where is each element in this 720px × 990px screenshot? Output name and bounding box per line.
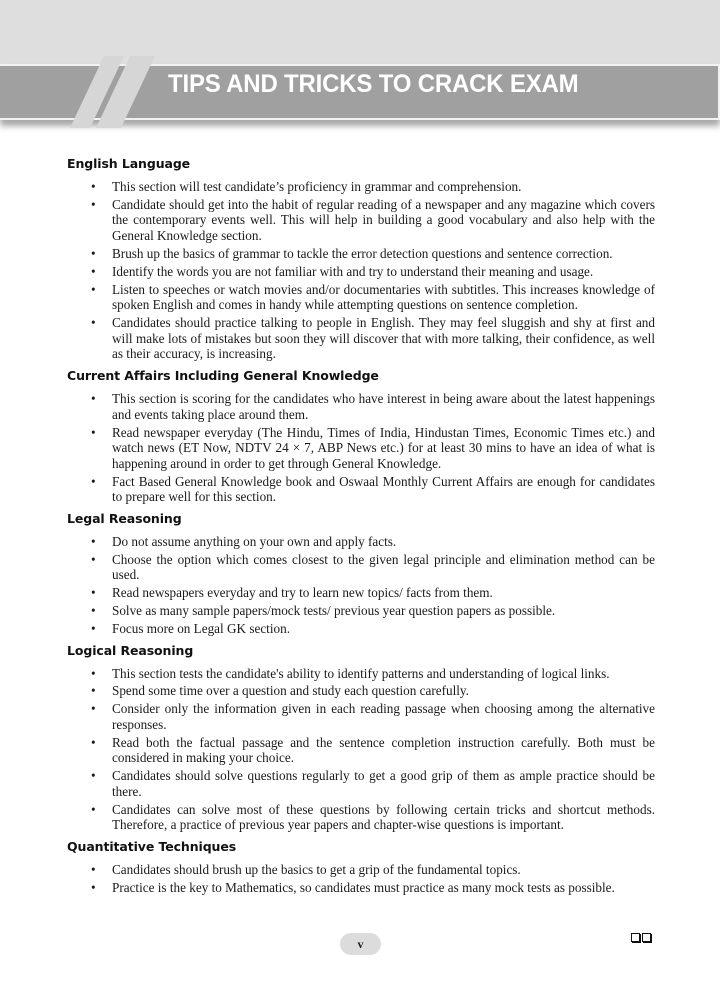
list-item-text: This section will test candidate’s proficiency in grammar and comprehension. xyxy=(112,179,522,194)
list-item xyxy=(67,768,655,799)
list-item xyxy=(67,683,655,699)
list-item-text: Listen to speeches or watch movies and/or documentaries with subtitles. This increases knowledge of spoken English and comes in handy while attempting questions on sentence completion. xyxy=(112,281,655,313)
bullet-icon: • xyxy=(91,315,96,331)
list-item-text: Identify the words you are not familiar with and try to understand their meaning and usage. xyxy=(112,263,594,279)
list-item-text: Spend some time over a question and study each question carefully. xyxy=(112,683,469,699)
section xyxy=(67,643,655,833)
bullet-icon: • xyxy=(91,196,96,212)
bullet-list xyxy=(67,862,655,895)
square-mark xyxy=(631,933,640,942)
section-heading: Logical Reasoning xyxy=(67,642,194,658)
list-item xyxy=(67,315,655,362)
list-item xyxy=(67,264,655,280)
end-of-page-mark-icon xyxy=(631,933,651,942)
section-heading: Quantitative Techniques xyxy=(67,838,237,854)
list-item-text: Fact Based General Knowledge book and Oswaal Monthly Current Affairs are enough for candidates to prepare well for this section. xyxy=(112,473,655,505)
list-item-text: Candidates can solve most of these questions by following certain tricks and shortcut methods. Therefore, a practice of previous year papers and chapter-wise questions is important. xyxy=(112,801,655,833)
list-item xyxy=(67,179,655,195)
bullet-icon: • xyxy=(91,701,96,717)
bullet-icon: • xyxy=(91,603,96,619)
list-item xyxy=(67,391,655,422)
list-item xyxy=(67,474,655,505)
list-item-text: Brush up the basics of grammar to tackle the error detection questions and sentence correction. xyxy=(112,245,613,261)
bullet-icon: • xyxy=(91,179,96,194)
tips-content xyxy=(67,156,655,901)
bullet-icon: • xyxy=(91,665,96,681)
list-item-text: This section is scoring for the candidates who have interest in being aware about the latest happenings and events taking place around them. xyxy=(112,391,655,422)
list-item xyxy=(67,282,655,313)
list-item-text: Consider only the information given in each reading passage when choosing among the alternative responses. xyxy=(112,701,655,732)
bullet-list xyxy=(67,391,655,505)
section xyxy=(67,368,655,505)
list-item-text: Focus more on Legal GK section. xyxy=(112,620,290,636)
square-mark xyxy=(642,933,651,942)
section xyxy=(67,511,655,637)
list-item-text: Read newspapers everyday and try to learn new topics/ facts from them. xyxy=(112,585,493,601)
bullet-icon: • xyxy=(91,281,96,297)
list-item xyxy=(67,802,655,833)
bullet-icon: • xyxy=(91,585,96,601)
page-number: v xyxy=(340,933,381,955)
bullet-icon: • xyxy=(91,263,96,279)
bullet-icon: • xyxy=(91,473,96,489)
section xyxy=(67,156,655,362)
bullet-icon: • xyxy=(91,879,96,895)
list-item xyxy=(67,603,655,619)
bullet-icon: • xyxy=(91,734,96,750)
bullet-list xyxy=(67,179,655,362)
bullet-icon: • xyxy=(91,861,96,877)
list-item xyxy=(67,880,655,896)
section xyxy=(67,839,655,895)
list-item-text: Solve as many sample papers/mock tests/ previous year question papers as possible. xyxy=(112,603,556,619)
list-item xyxy=(67,735,655,766)
bullet-icon: • xyxy=(91,245,96,261)
section-heading: English Language xyxy=(67,156,191,171)
bullet-list xyxy=(67,534,655,637)
decorative-slash-stripes-icon xyxy=(60,56,170,128)
list-item xyxy=(67,246,655,262)
list-item xyxy=(67,585,655,601)
bullet-icon: • xyxy=(91,801,96,817)
list-item xyxy=(67,666,655,682)
bullet-list xyxy=(67,666,655,833)
list-item xyxy=(67,534,655,550)
list-item xyxy=(67,862,655,878)
list-item-text: Read both the factual passage and the sentence completion instruction carefully. Both must be considered in making your choice. xyxy=(112,734,655,766)
bullet-icon: • xyxy=(91,424,96,440)
list-item-text: Do not assume anything on your own and apply facts. xyxy=(112,533,397,549)
bullet-icon: • xyxy=(91,551,96,567)
list-item-text: Candidates should practice talking to people in English. They may feel sluggish and shy at first and will make lots of mistakes but soon they will discover that with more talking, their confidence, as well as their accuracy, is increasing. xyxy=(112,315,655,362)
list-item xyxy=(67,552,655,583)
list-item xyxy=(67,197,655,244)
list-item-text: Choose the option which comes closest to the given legal principle and elimination method can be used. xyxy=(112,551,655,583)
section-heading: Current Affairs Including General Knowledge xyxy=(67,368,379,384)
section-heading: Legal Reasoning xyxy=(67,510,182,526)
list-item xyxy=(67,701,655,732)
bullet-icon: • xyxy=(91,391,96,407)
list-item-text: This section tests the candidate's ability to identify patterns and understanding of logical links. xyxy=(112,665,610,681)
list-item-text: Practice is the key to Mathematics, so candidates must practice as many mock tests as possible. xyxy=(112,879,615,895)
bullet-icon: • xyxy=(91,683,96,699)
list-item-text: Candidates should solve questions regularly to get a good grip of them as ample practice should be there. xyxy=(112,768,655,799)
bullet-icon: • xyxy=(91,533,96,549)
page-title: TIPS AND TRICKS TO CRACK EXAM xyxy=(168,70,579,98)
bullet-icon: • xyxy=(91,768,96,784)
list-item xyxy=(67,621,655,637)
list-item-text: Read newspaper everyday (The Hindu, Times of India, Hindustan Times, Economic Times etc.) and watch news (ET Now, NDTV 24 × 7, ABP News etc.) for at least 30 mins to have an idea of what is happening around in order to get through General Knowledge. xyxy=(112,424,655,471)
list-item-text: Candidates should brush up the basics to get a grip of the fundamental topics. xyxy=(112,861,521,877)
bullet-icon: • xyxy=(91,620,96,636)
list-item xyxy=(67,425,655,472)
list-item-text: Candidate should get into the habit of regular reading of a newspaper and any magazine which covers the contemporary events well. This will help in building a good vocabulary and also help with the General Knowledge section. xyxy=(112,196,655,244)
